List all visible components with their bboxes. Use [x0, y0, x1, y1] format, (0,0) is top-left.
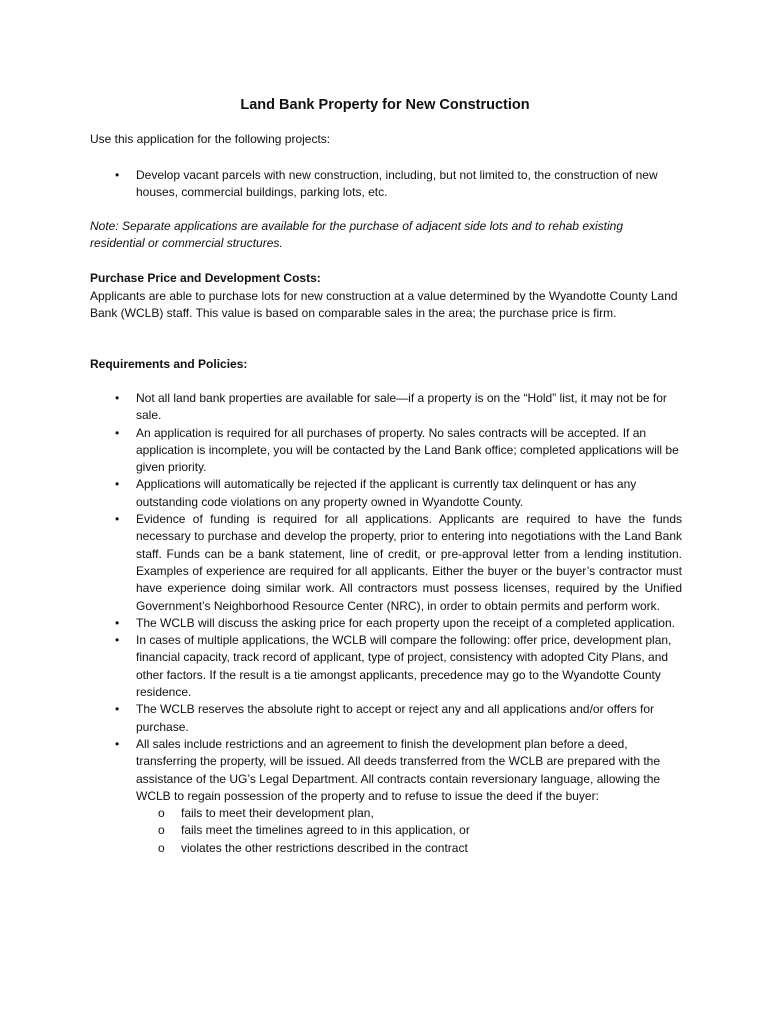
circle-bullet-icon: o: [158, 840, 165, 855]
project-list: [90, 167, 682, 202]
bullet-icon: •: [115, 391, 120, 405]
circle-bullet-icon: o: [158, 806, 165, 821]
intro-text: Use this application for the following projects:: [90, 132, 331, 146]
purchase-body: Applicants are able to purchase lots for new construction at a value determined by the Wyandotte County Land Bank (WCLB) staff. This value is based on comparable sales in the area; the purchase price is firm.: [90, 289, 678, 321]
bullet-icon: •: [115, 615, 120, 630]
list-item: • An application is required for all purchases of property. No sales contracts will be accepted. If an application is incomplete, you will be contacted by the Land Bank office; completed applications will be given priority.: [115, 425, 679, 475]
sub-list-item: o violates the other restrictions described in the contract: [90, 840, 682, 857]
requirements-list: [90, 390, 682, 857]
list-item: • Evidence of funding is required for all applications. Applicants are required to have the funds necessary to purchase and develop the property, prior to entering into negotiations with the Land Bank staff. Funds can be a bank statement, line of credit, or pre-approval letter from a lending institution. Examples of experience are required for all applicants. Either the buyer or the buyer’s contractor must have experience doing similar work. All contractors must possess licenses, required by the Unified Government’s Neighborhood Resource Center (NRC), in order to obtain permits and perform work.: [115, 512, 682, 613]
page-title: Land Bank Property for New Construction: [240, 97, 530, 113]
list-item: • In cases of multiple applications, the WCLB will compare the following: offer price, development plan, financial capacity, track record of applicant, type of project, consistency with adopted City Plans, and other factors. If the result is a tie amongst applicants, precedence may go to the Wyandotte County residence.: [115, 633, 672, 700]
list-item: • Develop vacant parcels with new construction, including, but not limited to, the construction of new houses, commercial buildings, parking lots, etc.: [115, 168, 658, 200]
condition-list: [136, 805, 682, 857]
bullet-icon: •: [115, 633, 120, 648]
circle-bullet-icon: o: [158, 823, 165, 838]
bullet-icon: •: [115, 702, 120, 717]
list-item: • Applications will automatically be rejected if the applicant is currently tax delinquent or has any outstanding code violations on any property owned in Wyandotte County.: [115, 477, 637, 509]
sub-list-item: o fails meet the timelines agreed to in this application, or: [90, 822, 682, 839]
bullet-icon: •: [115, 512, 120, 527]
bullet-icon: •: [115, 736, 120, 751]
list-item: • The WCLB will discuss the asking price for each property upon the receipt of a completed application.: [90, 615, 682, 632]
note-text: Note: Separate applications are available for the purchase of adjacent side lots and to rehab existing residential or commercial structures.: [90, 219, 624, 251]
bullet-icon: •: [115, 477, 120, 492]
bullet-icon: •: [115, 425, 120, 440]
bullet-icon: •: [115, 168, 120, 182]
sub-list-item: o fails to meet their development plan,: [90, 805, 682, 822]
requirements-heading: Requirements and Policies:: [90, 357, 248, 371]
list-item: • Not all land bank properties are available for sale—if a property is on the “Hold” list, it may not be for sale.: [115, 391, 667, 423]
purchase-heading: Purchase Price and Development Costs:: [90, 271, 321, 285]
list-item: • All sales include restrictions and an agreement to finish the development plan before a deed, transferring the property, will be issued. All deeds transferred from the WCLB are prepared with the assistance of the UG’s Legal Department. All contracts contain reversionary language, allowing the WCLB to regain possession of the property and to refuse to issue the deed if the buyer: o fails to meet their development plan, o fails meet the timelines agreed to in this application, or o violates the other restrictions described in the contract: [90, 736, 682, 857]
list-item: • The WCLB reserves the absolute right to accept or reject any and all applications and/or offers for purchase.: [115, 702, 655, 734]
